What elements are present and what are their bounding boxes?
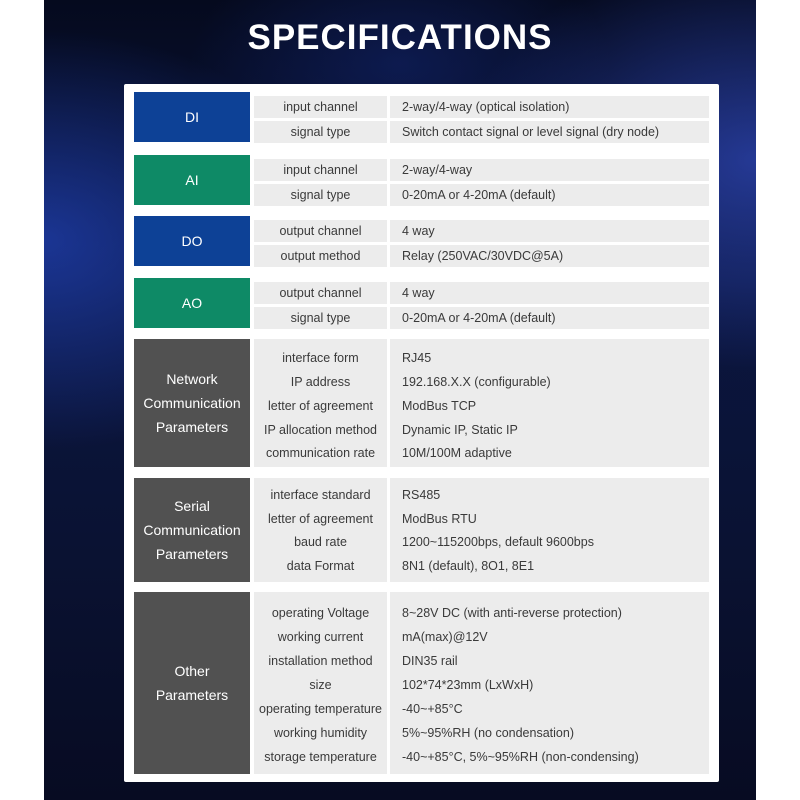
spec-key: input channel [254,96,387,118]
spec-key: interface standard [270,488,371,502]
spec-key: data Format [286,559,355,573]
spec-value: 2-way/4-way [390,159,709,181]
spec-value: 1200~115200bps, default 9600bps [402,535,594,549]
group-label [134,478,250,582]
spec-row [254,508,709,530]
spec-row [254,484,709,506]
spec-value: 0-20mA or 4-20mA (default) [390,307,709,329]
group-label [134,592,250,774]
spec-key: letter of agreement [268,399,373,413]
spec-key: installation method [268,654,373,668]
spec-key: signal type [254,184,387,206]
spec-key: signal type [254,121,387,143]
spec-value: 2-way/4-way (optical isolation) [390,96,709,118]
spec-key: interface form [282,351,359,365]
spec-key: working humidity [273,726,368,740]
spec-key: IP address [290,375,351,389]
spec-row [254,442,709,464]
group-rows [254,592,709,774]
group-label [134,92,250,142]
spec-row [254,245,709,267]
group-label-line: Parameters [155,687,229,703]
spec-value: ModBus TCP [402,399,477,413]
spec-value: -40~+85°C [402,702,463,716]
group-label-line: DO [181,233,203,249]
spec-value: -40~+85°C, 5%~95%RH (non-condensing) [402,750,639,764]
spec-row [254,371,709,393]
group-label [134,278,250,328]
group-label [134,155,250,205]
group-rows [254,155,709,205]
spec-key: operating Voltage [271,606,370,620]
group-rows [254,278,709,328]
spec-row [254,395,709,417]
spec-row [254,531,709,553]
group-label-line: Serial [174,498,210,514]
spec-value: DIN35 rail [402,654,458,668]
spec-value: 5%~95%RH (no condensation) [402,726,574,740]
group-rows [254,216,709,266]
spec-row [254,746,709,768]
group-label [134,216,250,266]
group-label-line: AO [181,295,203,311]
spec-key: operating temperature [259,702,382,716]
spec-value: 8~28V DC (with anti-reverse protection) [402,606,622,620]
spec-group [134,339,709,467]
spec-row [254,307,709,329]
spec-row [254,650,709,672]
spec-value: Dynamic IP, Static IP [402,423,518,437]
spec-group [134,155,709,205]
spec-group [134,92,709,142]
spec-group [134,216,709,266]
spec-key: input channel [254,159,387,181]
group-label-line: AI [185,172,199,188]
spec-key: communication rate [265,446,376,460]
spec-key: letter of agreement [268,512,373,526]
spec-row [254,698,709,720]
spec-table [124,84,719,782]
page-title: SPECIFICATIONS [247,18,553,57]
spec-value: RJ45 [402,351,432,365]
group-label-line: Parameters [155,546,229,562]
spec-value: 10M/100M adaptive [402,446,512,460]
spec-value: 4 way [390,282,709,304]
spec-row [254,626,709,648]
spec-row [254,555,709,577]
spec-value: 0-20mA or 4-20mA (default) [390,184,709,206]
spec-key: output method [254,245,387,267]
background [44,0,756,800]
group-rows [254,478,709,582]
spec-row [254,674,709,696]
spec-row [254,220,709,242]
spec-value: RS485 [402,488,441,502]
spec-value: 8N1 (default), 8O1, 8E1 [402,559,535,573]
spec-key: output channel [254,220,387,242]
spec-value: Switch contact signal or level signal (dry node) [390,121,709,143]
spec-key: working current [277,630,364,644]
spec-row [254,347,709,369]
group-rows [254,339,709,467]
group-label-line: Communication [143,522,241,538]
spec-key: size [309,678,332,692]
spec-value: ModBus RTU [402,512,477,526]
spec-key: baud rate [294,535,347,549]
spec-row [254,121,709,143]
spec-row [254,419,709,441]
spec-row [254,159,709,181]
spec-row [254,282,709,304]
group-label [134,339,250,467]
spec-key: IP allocation method [263,423,378,437]
group-label-line: Parameters [155,419,229,435]
spec-group [134,478,709,582]
spec-value: 192.168.X.X (configurable) [402,375,551,389]
group-label-line: Other [174,663,210,679]
spec-row [254,602,709,624]
group-rows [254,92,709,142]
spec-group [134,278,709,328]
group-label-line: Network [166,371,218,387]
spec-key: output channel [254,282,387,304]
spec-row [254,722,709,744]
spec-value: Relay (250VAC/30VDC@5A) [390,245,709,267]
spec-value: 4 way [390,220,709,242]
spec-key: signal type [254,307,387,329]
spec-value: mA(max)@12V [402,630,488,644]
spec-key: storage temperature [264,750,377,764]
spec-row [254,96,709,118]
spec-row [254,184,709,206]
spec-value: 102*74*23mm (LxWxH) [402,678,534,692]
group-label-line: Communication [143,395,241,411]
spec-group [134,592,709,774]
group-label-line: DI [185,109,199,125]
